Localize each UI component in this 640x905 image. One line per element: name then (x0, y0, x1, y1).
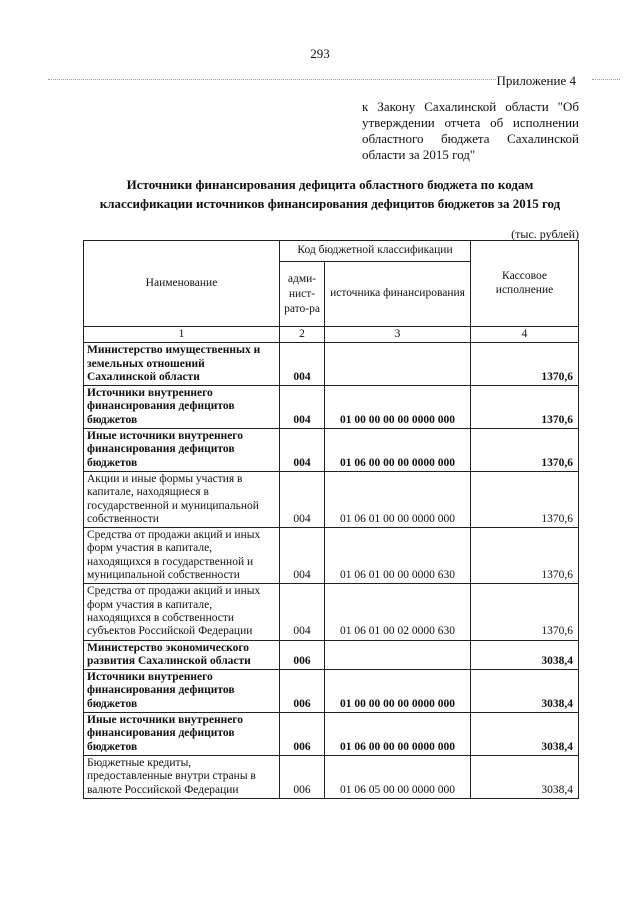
header-name: Наименование (84, 241, 280, 327)
row-admin-code: 006 (280, 713, 325, 756)
document-title (60, 175, 600, 213)
row-amount: 1370,6 (471, 386, 579, 429)
table-row (84, 528, 579, 584)
row-source-code: 01 06 00 00 00 0000 000 (325, 429, 471, 472)
table-row (84, 755, 579, 798)
table-row (84, 471, 579, 527)
row-source-code: 01 06 01 00 00 0000 000 (325, 471, 471, 527)
column-number: 2 (280, 327, 325, 343)
scan-artifact-line (592, 79, 620, 81)
scan-artifact-line (48, 79, 496, 81)
row-admin-code: 004 (280, 429, 325, 472)
row-name: Иные источники внутреннего финансирования дефицитов бюджетов (84, 429, 280, 472)
row-source-code: 01 00 00 00 00 0000 000 (325, 386, 471, 429)
table-row (84, 670, 579, 713)
row-source-code: 01 06 00 00 00 0000 000 (325, 713, 471, 756)
row-name: Источники внутреннего финансирования дефицитов бюджетов (84, 386, 280, 429)
appendix-title: Приложение 4 (496, 73, 576, 88)
row-name: Министерство имущественных и земельных отношений Сахалинской области (84, 343, 280, 386)
row-source-code: 01 06 05 00 00 0000 000 (325, 755, 471, 798)
row-name: Средства от продажи акций и иных форм участия в капитале, находящихся в государственной и муниципальной собственности (84, 528, 280, 584)
row-source-code: 01 06 01 00 02 0000 630 (325, 584, 471, 640)
row-admin-code: 004 (280, 584, 325, 640)
header-code-group: Код бюджетной классификации (280, 241, 471, 262)
row-admin-code: 006 (280, 755, 325, 798)
row-amount: 3038,4 (471, 670, 579, 713)
header-cash-execution: Кассовое исполнение (471, 241, 579, 327)
table-row (84, 713, 579, 756)
row-amount: 1370,6 (471, 471, 579, 527)
row-admin-code: 006 (280, 640, 325, 670)
row-amount: 1370,6 (471, 584, 579, 640)
row-name: Источники внутреннего финансирования дефицитов бюджетов (84, 670, 280, 713)
units-label: (тыс. рублей) (511, 227, 579, 241)
row-name: Иные источники внутреннего финансирования дефицитов бюджетов (84, 713, 280, 756)
document-title-line-2: классификации источников финансирования дефицитов бюджетов за 2015 год (99, 196, 561, 211)
row-source-code (325, 640, 471, 670)
row-amount: 1370,6 (471, 429, 579, 472)
row-source-code: 01 00 00 00 00 0000 000 (325, 670, 471, 713)
financing-sources-table (83, 240, 579, 799)
row-admin-code: 006 (280, 670, 325, 713)
row-name: Бюджетные кредиты, предоставленные внутри страны в валюте Российской Федерации (84, 755, 280, 798)
table-row (84, 640, 579, 670)
row-name: Министерство экономического развития Сахалинской области (84, 640, 280, 670)
row-admin-code: 004 (280, 343, 325, 386)
row-amount: 3038,4 (471, 713, 579, 756)
row-amount: 3038,4 (471, 640, 579, 670)
table-row (84, 386, 579, 429)
table-row (84, 584, 579, 640)
table-row (84, 343, 579, 386)
header-administrator: адми-нист-рато-ра (280, 262, 325, 327)
header-source: источника финансирования (325, 262, 471, 327)
column-number: 4 (471, 327, 579, 343)
row-name: Акции и иные формы участия в капитале, находящиеся в государственной и муниципальной собственности (84, 471, 280, 527)
row-amount: 1370,6 (471, 528, 579, 584)
row-name: Средства от продажи акций и иных форм участия в капитале, находящихся в собственности субъектов Российской Федерации (84, 584, 280, 640)
row-admin-code: 004 (280, 471, 325, 527)
column-number: 1 (84, 327, 280, 343)
column-number: 3 (325, 327, 471, 343)
row-source-code (325, 343, 471, 386)
row-admin-code: 004 (280, 386, 325, 429)
page-number: 293 (310, 46, 330, 61)
row-amount: 3038,4 (471, 755, 579, 798)
document-title-line-1: Источники финансирования дефицита областного бюджета по кодам (126, 177, 534, 192)
table-row (84, 429, 579, 472)
row-admin-code: 004 (280, 528, 325, 584)
row-source-code: 01 06 01 00 00 0000 630 (325, 528, 471, 584)
appendix-text: к Закону Сахалинской области "Об утверждении отчета об исполнении областного бюджета Сахалинской области за 2015 год" (362, 99, 579, 162)
row-amount: 1370,6 (471, 343, 579, 386)
